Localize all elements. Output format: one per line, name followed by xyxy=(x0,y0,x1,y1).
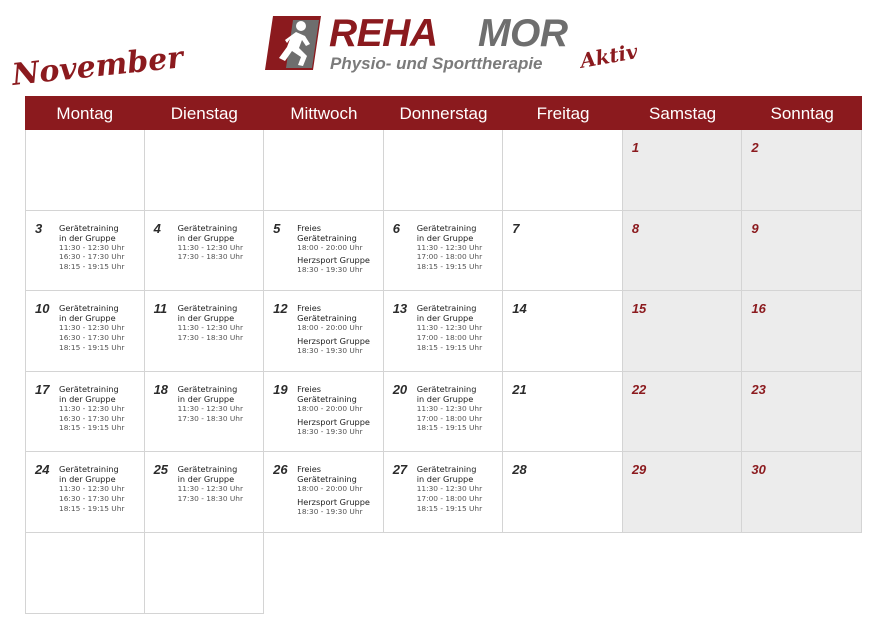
day-number: 15 xyxy=(631,301,647,317)
event-time: 18:15 - 19:15 Uhr xyxy=(59,503,125,513)
day-cell xyxy=(384,291,504,372)
event-time: 11:30 - 12:30 Uhr xyxy=(59,403,125,413)
event-time: 16:30 - 17:30 Uhr xyxy=(59,413,125,423)
event-time: 11:30 - 12:30 Uhr xyxy=(416,242,483,252)
calendar xyxy=(25,96,862,614)
day-number: 18 xyxy=(153,381,169,397)
day-number: 1 xyxy=(631,140,640,155)
day-cell xyxy=(742,372,862,453)
day-cell xyxy=(503,452,623,533)
day-number: 29 xyxy=(631,462,647,478)
day-cell xyxy=(145,452,265,533)
day-cell xyxy=(384,372,504,453)
event-list xyxy=(59,223,142,272)
event-list xyxy=(417,464,501,513)
day-number: 24 xyxy=(35,462,50,478)
day-cell xyxy=(25,372,145,453)
day-number: 13 xyxy=(392,301,408,317)
event-time: 18:30 - 19:30 Uhr xyxy=(297,426,363,436)
event-time: 11:30 - 12:30 Uhr xyxy=(59,484,125,494)
day-cell xyxy=(145,372,265,453)
event-time: 18:00 - 20:00 Uhr xyxy=(297,403,363,413)
day-number: 4 xyxy=(153,220,161,236)
weekday-header xyxy=(25,96,862,130)
event-list xyxy=(178,464,262,504)
event-title: Gerätetraining in der Gruppe xyxy=(59,464,119,485)
event-list xyxy=(59,384,142,433)
weekday-label: Freitag xyxy=(536,104,590,123)
brand-tagline: Physio- und Sporttherapie xyxy=(330,54,543,73)
runner-logo-icon xyxy=(263,14,325,72)
day-cell xyxy=(384,452,504,533)
day-cell xyxy=(264,211,384,292)
day-number: 27 xyxy=(392,462,408,478)
event-time: 17:00 - 18:00 Uhr xyxy=(416,252,483,262)
event-list xyxy=(59,303,142,352)
event-time: 18:15 - 19:15 Uhr xyxy=(416,503,483,513)
day-number: 7 xyxy=(512,220,520,236)
event-title: Gerätetraining in der Gruppe xyxy=(416,464,477,485)
day-cell xyxy=(145,130,265,211)
event-title: Freies Gerätetraining xyxy=(297,464,357,485)
day-cell xyxy=(623,372,743,453)
day-number: 22 xyxy=(631,381,647,397)
month-title: November xyxy=(10,40,185,93)
day-cell xyxy=(742,130,862,211)
day-number: 14 xyxy=(512,301,527,317)
day-number: 17 xyxy=(35,381,50,397)
weekday-label: Dienstag xyxy=(170,104,238,123)
day-cell xyxy=(623,291,743,372)
event-time: 18:00 - 20:00 Uhr xyxy=(297,242,363,252)
event-time: 16:30 - 17:30 Uhr xyxy=(59,332,125,342)
event-list xyxy=(297,303,381,356)
event-time: 18:15 - 19:15 Uhr xyxy=(59,423,125,433)
event-time: 18:30 - 19:30 Uhr xyxy=(297,345,363,355)
calendar-grid xyxy=(25,130,862,614)
event-list xyxy=(417,384,501,433)
event-title: Freies Gerätetraining xyxy=(297,383,357,404)
weekday-label: Sonntag xyxy=(770,104,834,123)
event-title: Gerätetraining in der Gruppe xyxy=(59,383,119,404)
day-cell xyxy=(742,291,862,372)
event-title: Herzsport Gruppe xyxy=(297,497,370,508)
brand-name-primary: REHA xyxy=(329,12,438,55)
calendar-week-row xyxy=(25,291,862,372)
day-cell xyxy=(503,291,623,372)
event-time: 11:30 - 12:30 Uhr xyxy=(177,484,244,494)
day-cell xyxy=(264,130,384,211)
event-time: 17:00 - 18:00 Uhr xyxy=(416,413,483,423)
brand-suffix: Aktiv xyxy=(578,39,640,73)
event-title: Gerätetraining in der Gruppe xyxy=(177,383,238,404)
weekday-label: Donnerstag xyxy=(399,104,488,123)
event-time: 11:30 - 12:30 Uhr xyxy=(416,323,483,333)
day-cell xyxy=(25,452,145,533)
event-title: Gerätetraining in der Gruppe xyxy=(177,303,238,324)
day-number: 10 xyxy=(35,301,50,317)
day-cell xyxy=(384,211,504,292)
day-number: 26 xyxy=(273,462,288,478)
day-cell xyxy=(623,452,743,533)
day-cell xyxy=(25,211,145,292)
event-list xyxy=(297,384,381,437)
day-number: 11 xyxy=(153,301,168,317)
calendar-week-row xyxy=(25,533,862,614)
event-title: Gerätetraining in der Gruppe xyxy=(59,303,119,324)
event-time: 18:30 - 19:30 Uhr xyxy=(297,507,363,517)
event-title: Gerätetraining in der Gruppe xyxy=(416,222,477,243)
event-title: Gerätetraining in der Gruppe xyxy=(177,464,238,485)
event-time: 11:30 - 12:30 Uhr xyxy=(177,323,244,333)
event-time: 18:00 - 20:00 Uhr xyxy=(297,323,363,333)
event-list xyxy=(178,303,262,343)
day-cell xyxy=(145,533,265,614)
event-time: 18:00 - 20:00 Uhr xyxy=(297,484,363,494)
day-number: 12 xyxy=(273,301,288,317)
event-time: 11:30 - 12:30 Uhr xyxy=(177,242,244,252)
day-number: 21 xyxy=(512,381,527,397)
day-number: 16 xyxy=(751,301,766,317)
day-cell xyxy=(25,291,145,372)
event-time: 16:30 - 17:30 Uhr xyxy=(59,494,125,504)
event-time: 11:30 - 12:30 Uhr xyxy=(416,484,483,494)
day-number: 30 xyxy=(751,462,766,478)
day-cell xyxy=(264,291,384,372)
day-cell xyxy=(25,533,145,614)
day-number: 20 xyxy=(392,381,408,397)
event-list xyxy=(178,384,262,424)
event-title: Gerätetraining in der Gruppe xyxy=(416,383,477,404)
day-number: 19 xyxy=(273,381,288,397)
day-number: 3 xyxy=(35,220,43,236)
day-cell xyxy=(623,130,743,211)
calendar-week-row xyxy=(25,211,862,292)
day-cell xyxy=(25,130,145,211)
event-time: 11:30 - 12:30 Uhr xyxy=(416,403,483,413)
event-time: 17:00 - 18:00 Uhr xyxy=(416,494,483,504)
event-list xyxy=(417,303,501,352)
day-cell xyxy=(145,211,265,292)
event-time: 17:30 - 18:30 Uhr xyxy=(177,413,244,423)
event-title: Gerätetraining in der Gruppe xyxy=(416,303,477,324)
event-title: Herzsport Gruppe xyxy=(297,416,370,427)
event-time: 18:15 - 19:15 Uhr xyxy=(416,342,483,352)
event-list xyxy=(297,464,381,517)
day-cell xyxy=(742,452,862,533)
event-time: 18:15 - 19:15 Uhr xyxy=(416,262,483,272)
day-cell xyxy=(264,372,384,453)
event-time: 18:15 - 19:15 Uhr xyxy=(416,423,483,433)
day-number: 8 xyxy=(631,220,640,236)
day-number: 5 xyxy=(273,220,281,236)
event-title: Herzsport Gruppe xyxy=(297,335,370,346)
event-time: 16:30 - 17:30 Uhr xyxy=(59,252,125,262)
event-time: 17:30 - 18:30 Uhr xyxy=(177,494,244,504)
event-list xyxy=(59,464,142,513)
weekday-label: Mittwoch xyxy=(290,104,358,123)
event-title: Herzsport Gruppe xyxy=(297,255,370,266)
event-title: Gerätetraining in der Gruppe xyxy=(59,222,119,243)
day-cell xyxy=(384,130,504,211)
event-time: 17:30 - 18:30 Uhr xyxy=(177,332,244,342)
day-number: 9 xyxy=(751,220,759,236)
day-cell xyxy=(503,211,623,292)
day-cell xyxy=(742,211,862,292)
event-time: 18:30 - 19:30 Uhr xyxy=(297,265,363,275)
brand-name-secondary: MOR xyxy=(478,12,568,55)
event-time: 11:30 - 12:30 Uhr xyxy=(59,242,125,252)
event-title: Freies Gerätetraining xyxy=(297,222,357,243)
day-number: 2 xyxy=(751,140,759,155)
day-number: 6 xyxy=(392,220,400,236)
event-time: 11:30 - 12:30 Uhr xyxy=(177,403,244,413)
event-time: 11:30 - 12:30 Uhr xyxy=(59,323,125,333)
day-number: 25 xyxy=(153,462,169,478)
event-list xyxy=(178,223,262,263)
day-cell xyxy=(503,130,623,211)
event-list xyxy=(417,223,501,272)
day-cell xyxy=(145,291,265,372)
day-number: 23 xyxy=(751,381,766,397)
day-cell xyxy=(264,452,384,533)
calendar-week-row xyxy=(25,452,862,533)
event-title: Freies Gerätetraining xyxy=(297,303,357,324)
day-cell xyxy=(623,211,743,292)
event-time: 17:30 - 18:30 Uhr xyxy=(177,252,244,262)
weekday-label: Montag xyxy=(56,104,114,123)
event-time: 18:15 - 19:15 Uhr xyxy=(59,262,125,272)
event-title: Gerätetraining in der Gruppe xyxy=(177,222,238,243)
calendar-week-row xyxy=(25,130,862,211)
weekday-label: Samstag xyxy=(649,104,717,123)
calendar-week-row xyxy=(25,372,862,453)
event-time: 17:00 - 18:00 Uhr xyxy=(416,332,483,342)
day-cell xyxy=(503,372,623,453)
day-number: 28 xyxy=(512,462,527,478)
event-time: 18:15 - 19:15 Uhr xyxy=(59,342,125,352)
event-list xyxy=(297,223,381,276)
